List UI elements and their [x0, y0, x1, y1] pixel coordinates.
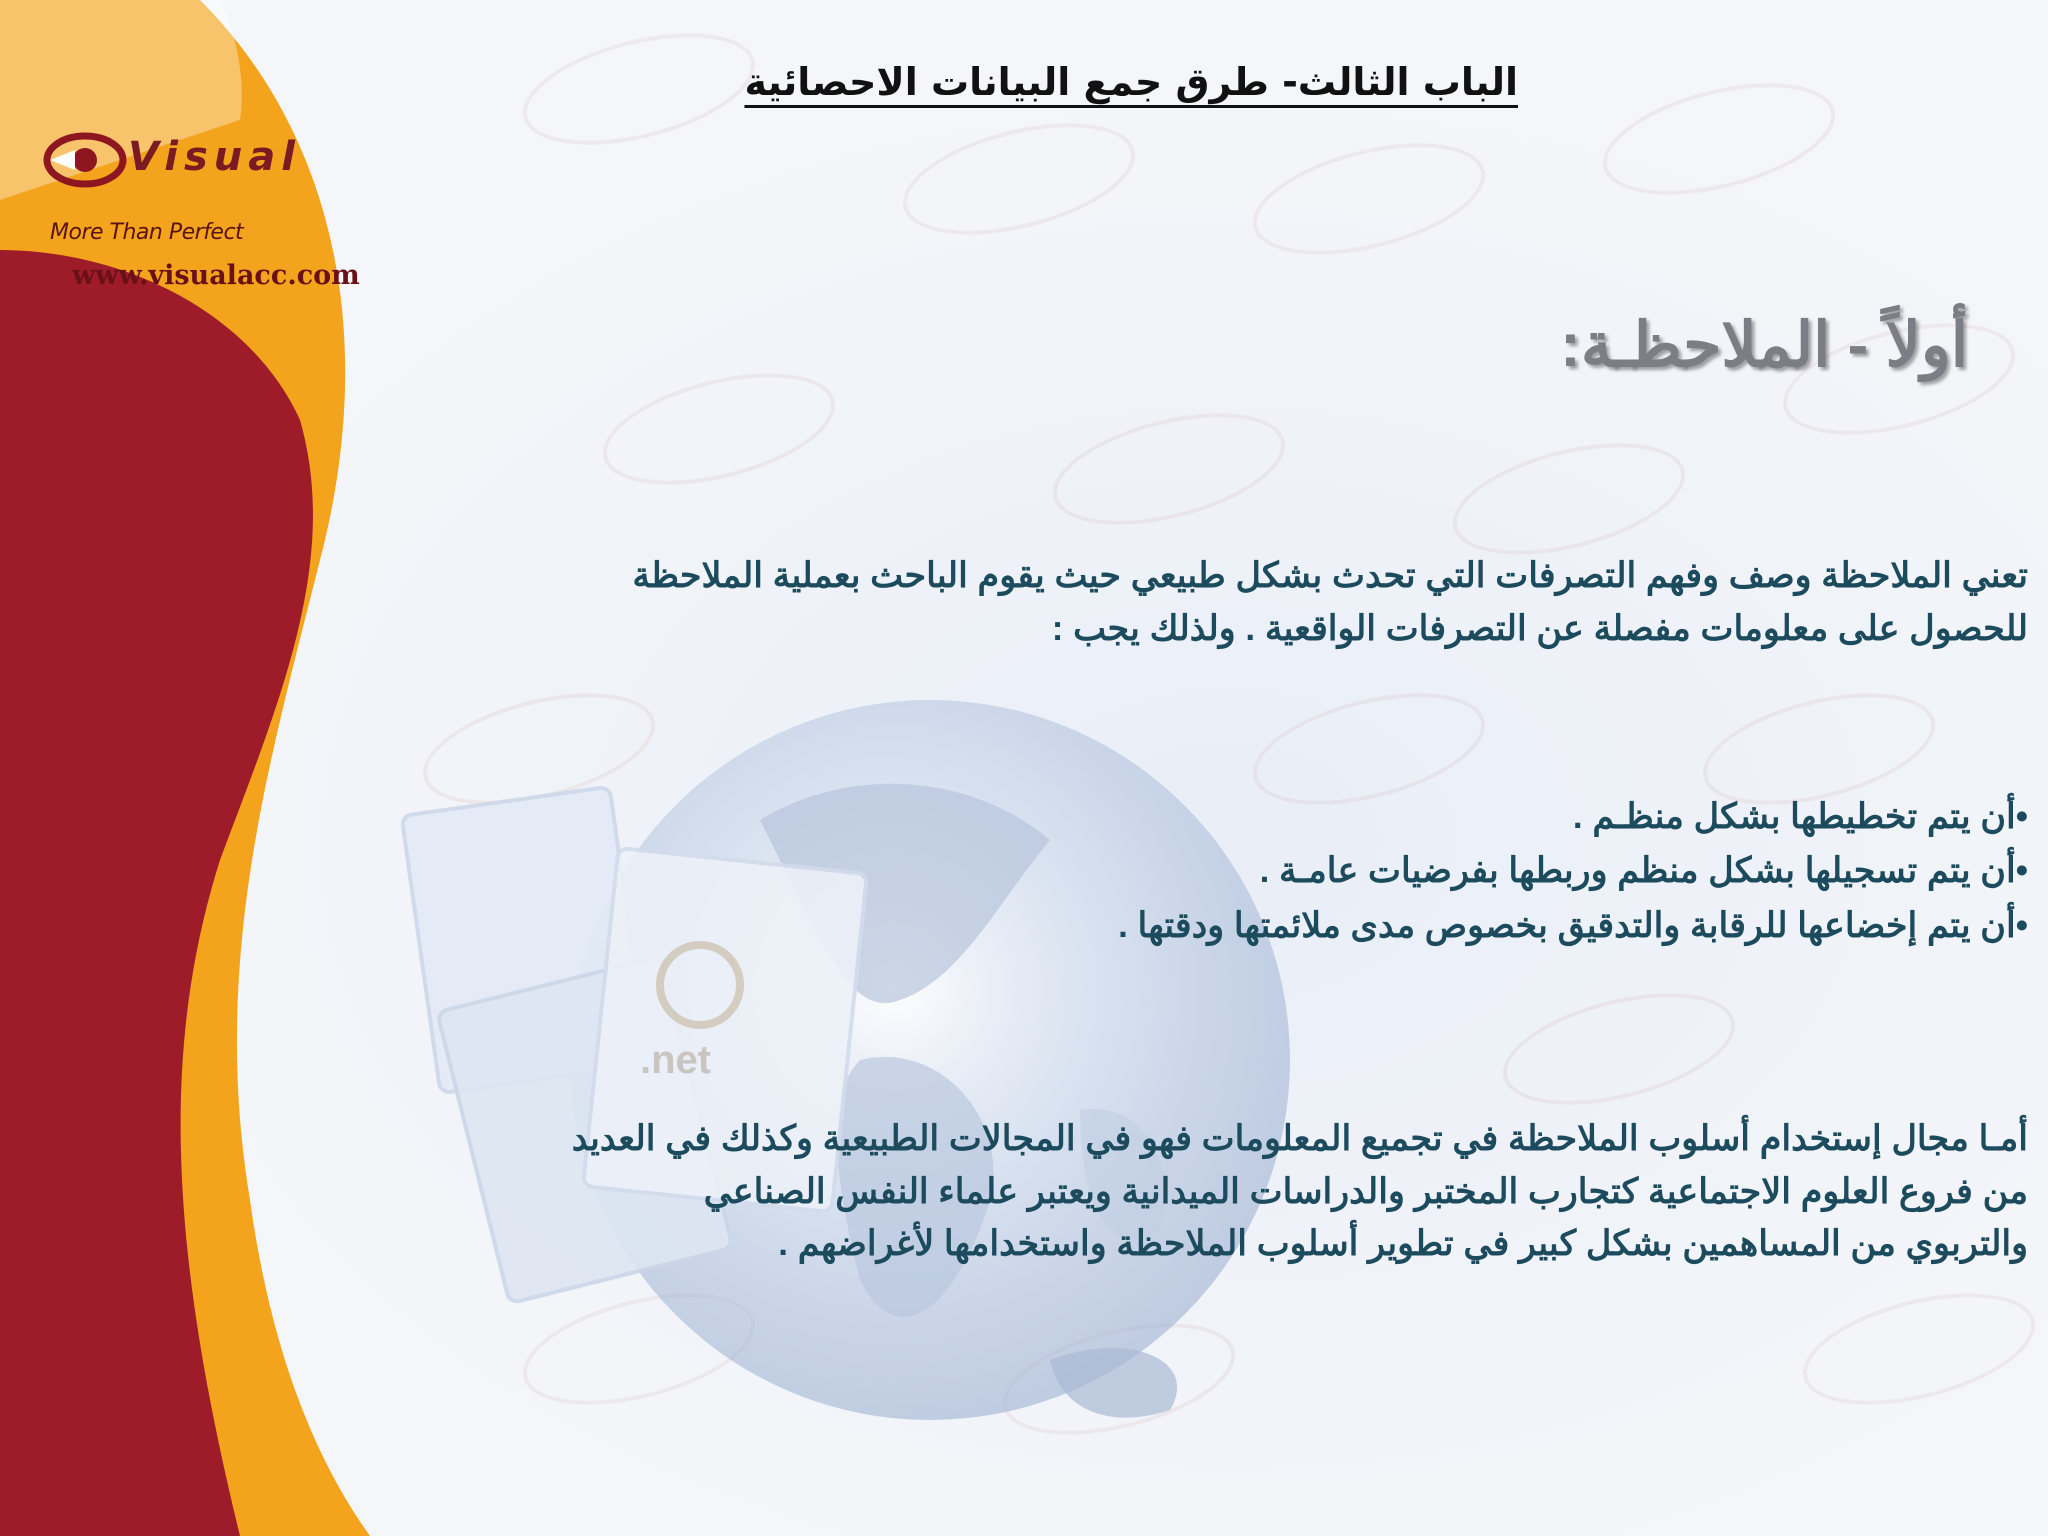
- bullet-item: •أن يتم إخضاعها للرقابة والتدقيق بخصوص مدى ملائمتها ودقتها .: [1118, 905, 2028, 945]
- outro-paragraph: [168, 1113, 2028, 1271]
- logo-tagline: More Than Perfect: [50, 220, 244, 245]
- slide-title: الباب الثالث- طرق جمع البيانات الاحصائية: [744, 60, 1518, 104]
- bullet-item: •أن يتم تسجيلها بشكل منظم وربطها بفرضيات عامـة .: [1259, 851, 2028, 891]
- net-watermark: .net: [640, 1038, 712, 1082]
- logo-name: Visual: [128, 134, 301, 180]
- visual-logo: [40, 110, 370, 310]
- outro-line: أمـا مجال إستخدام أسلوب الملاحظة في تجميع المعلومات فهو في المجالات الطبيعية وكذلك في العديد: [571, 1119, 2028, 1158]
- eye-logo-icon: [40, 120, 130, 200]
- intro-paragraph: [228, 550, 2028, 655]
- bullet-item: •أن يتم تخطيطها بشكل منظـم .: [1572, 797, 2028, 836]
- logo-url: www.visualacc.com: [72, 260, 360, 291]
- outro-line: والتربوي من المساهمين بشكل كبير في تطوير أسلوب الملاحظة واستخدامها لأغراضهم .: [778, 1224, 2028, 1263]
- intro-line: للحصول على معلومات مفصلة عن التصرفات الواقعية . ولذلك يجب :: [1051, 608, 2028, 648]
- bullet-list: [228, 790, 2028, 953]
- section-heading: أولاً - الملاحظـة:: [1560, 311, 1968, 380]
- intro-line: تعني الملاحظة وصف وفهم التصرفات التي تحدث بشكل طبيعي حيث يقوم الباحث بعملية الملاحظة: [632, 556, 2028, 595]
- outro-line: من فروع العلوم الاجتماعية كتجارب المختبر والدراسات الميدانية ويعتبر علماء النفس الصناعي: [703, 1171, 2028, 1211]
